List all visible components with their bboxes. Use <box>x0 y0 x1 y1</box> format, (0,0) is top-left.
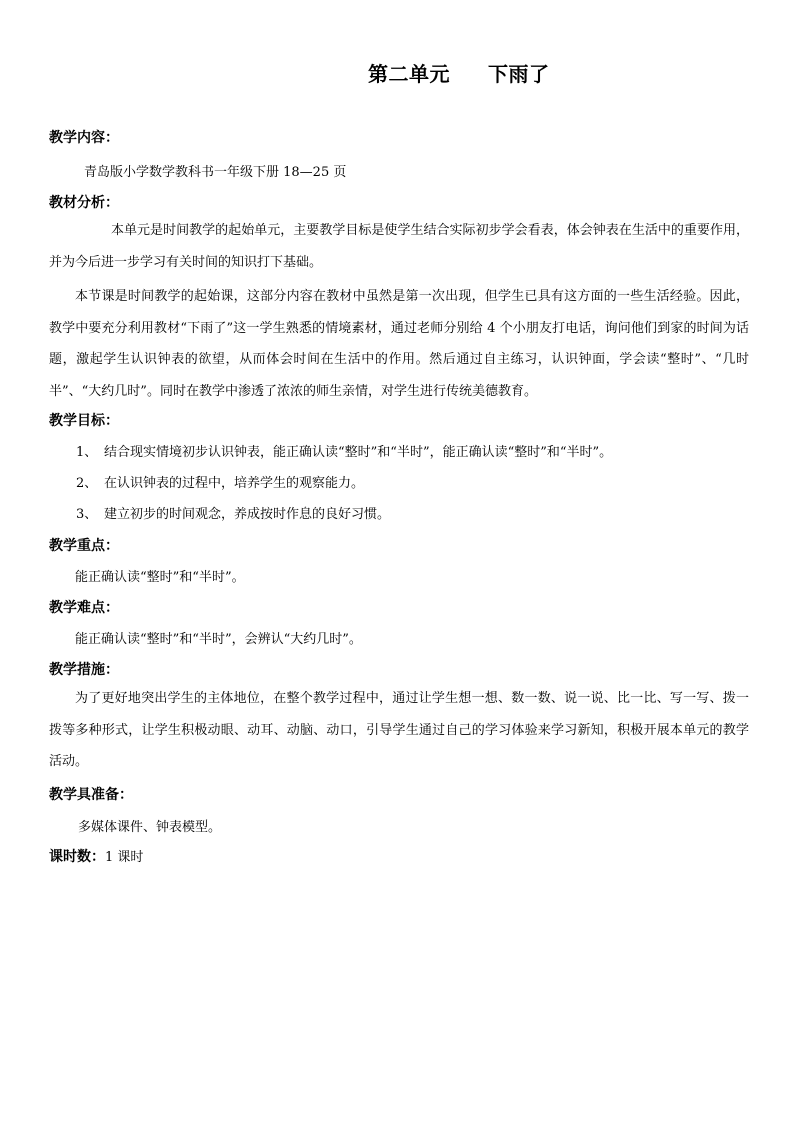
analysis-paragraph-1: 本单元是时间教学的起始单元，主要教学目标是使学生结合实际初步学会看表，体会钟表在生活中的重要作用，并为今后进一步学习有关时间的知识打下基础。 <box>49 223 749 270</box>
goals-heading: 教学目标： <box>49 413 119 429</box>
goal-item-text: 建立初步的时间观念，养成按时作息的良好习惯。 <box>104 507 391 522</box>
key-points-heading: 教学重点： <box>49 538 119 554</box>
analysis-paragraph-2: 本节课是时间教学的起始课，这部分内容在教材中虽然是第一次出现，但学生已具有这方面的一些生活经验。因此，教学中要充分利用教材“下雨了”这一学生熟悉的情境素材，通过老师分别给 4 个小朋友打电话，询问他们到家的时间为话题，激起学生认识钟表的欲望，从而体会时间在生活中的作用。然后通过自主练习，认识钟面，学会读“整时”、“几时半”、“大约几时”。同时在教学中渗透了浓浓的师生亲情，对学生进行传统美德教育。 <box>49 289 749 399</box>
goal-item-number: 2、 <box>76 476 98 491</box>
tools-heading: 教学具准备： <box>49 787 133 803</box>
goal-item-number: 1、 <box>76 445 98 460</box>
analysis-heading: 教材分析： <box>49 195 119 211</box>
difficulties-text: 能正确认读“整时”和“半时”，会辨认“大约几时”。 <box>75 632 362 647</box>
goal-item-2 <box>76 472 364 491</box>
measures-paragraph: 为了更好地突出学生的主体地位，在整个教学过程中，通过让学生想一想、数一数、说一说、比一比、写一写、拨一拨等多种形式，让学生积极动眼、动耳、动脑、动口，引导学生通过自己的学习体验来学习新知，积极开展本单元的教学活动。 <box>49 691 749 769</box>
title-lesson: 下雨了 <box>488 62 550 86</box>
hours-heading: 课时数： <box>49 849 105 865</box>
content-heading: 教学内容： <box>49 130 119 146</box>
goal-item-number: 3、 <box>76 507 98 522</box>
hours-line <box>49 846 143 866</box>
goal-item-text: 在认识钟表的过程中，培养学生的观察能力。 <box>104 476 365 491</box>
difficulties-heading: 教学难点： <box>49 600 119 616</box>
goal-item-1 <box>76 441 612 460</box>
document-title <box>368 58 550 87</box>
measures-heading: 教学措施： <box>49 662 119 678</box>
hours-value: 1 课时 <box>105 850 144 865</box>
goal-item-3 <box>76 503 390 522</box>
goal-item-text: 结合现实情境初步认识钟表，能正确认读“整时”和“半时”，能正确认读“整时”和“半时”。 <box>104 445 613 460</box>
key-points-text: 能正确认读“整时”和“半时”。 <box>75 570 245 585</box>
tools-text: 多媒体课件、钟表模型。 <box>78 820 222 835</box>
title-unit: 第二单元 <box>368 62 450 86</box>
content-text: 青岛版小学数学教科书一年级下册 18—25 页 <box>84 165 347 180</box>
